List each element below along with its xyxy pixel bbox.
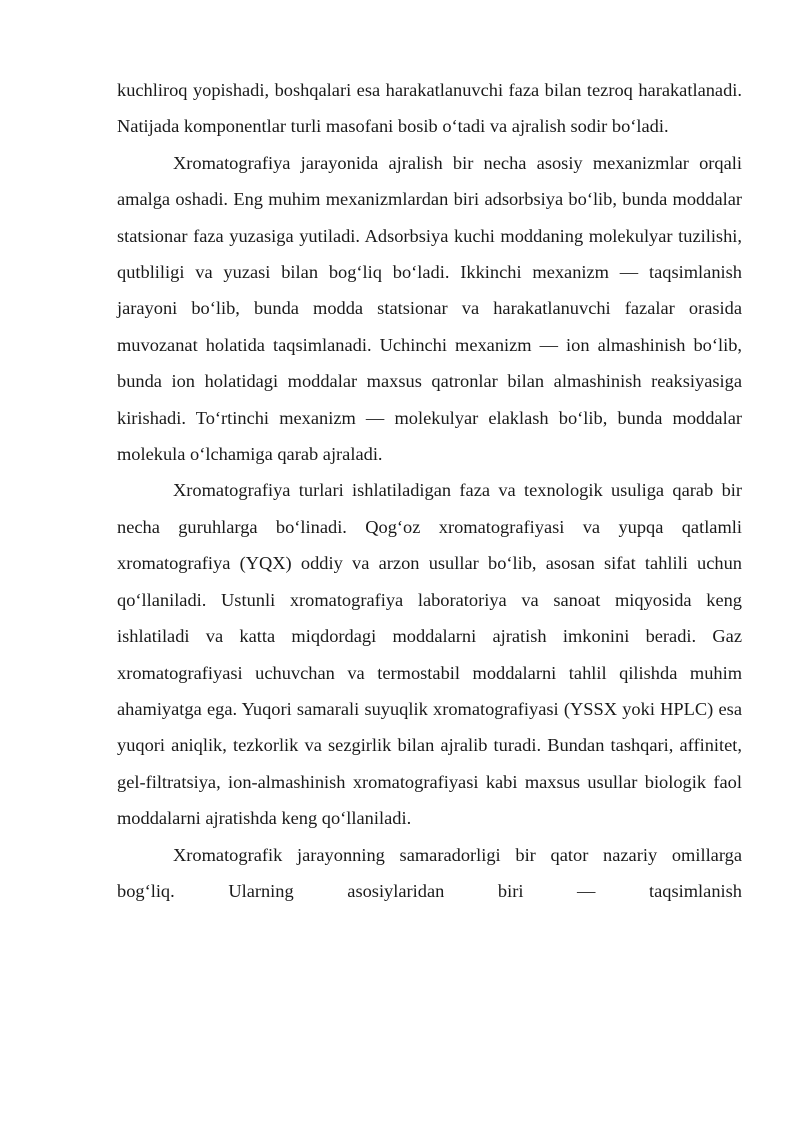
paragraph-continuation: kuchliroq yopishadi, boshqalari esa harakatlanuvchi faza bilan tezroq harakatlanadi. Natijada komponentlar turli masofani bosib o‘tadi va ajralish sodir bo‘ladi. bbox=[117, 80, 742, 137]
paragraph-chromatography-types: Xromatografiya turlari ishlatiladigan faza va texnologik usuliga qarab bir necha guruhlarga bo‘linadi. Qog‘oz xromatografiyasi va yupqa qatlamli xromatografiya (YQX) oddiy va arzon usullar bo‘lib, asosan sifat tahlili uchun qo‘llaniladi. Ustunli xromatografiya laboratoriya va sanoat miqyosida keng ishlatiladi va katta miqdordagi moddalarni ajratish imkonini beradi. Gaz xromatografiyasi uchuvchan va termostabil moddalarni tahlil qilishda muhim ahamiyatga ega. Yuqori samarali suyuqlik xromatografiyasi (YSSX yoki HPLC) esa yuqori aniqlik, tezkorlik va sezgirlik bilan ajralib turadi. Bundan tashqari, affinitet, gel-filtratsiya, ion-almashinish xromatografiyasi kabi maxsus usullar biologik faol moddalarni ajratishda keng qo‘llaniladi. bbox=[117, 480, 742, 829]
paragraph-efficiency-factors: Xromatografik jarayonning samaradorligi bir qator nazariy omillarga bog‘liq. Ularning asosiylaridan biri — taqsimlanish bbox=[117, 844, 742, 901]
paragraph-separation-mechanisms: Xromatografiya jarayonida ajralish bir necha asosiy mexanizmlar orqali amalga oshadi. Eng muhim mexanizmlardan biri adsorbsiya bo‘lib, bunda moddalar statsionar faza yuzasiga yutiladi. Adsorbsiya kuchi moddaning molekulyar tuzilishi, qutbliligi va yuzasi bilan bog‘liq bo‘ladi. Ikkinchi mexanizm — taqsimlanish jarayoni bo‘lib, bunda modda statsionar va harakatlanuvchi fazalar orasida muvozanat holatida taqsimlanadi. Uchinchi mexanizm — ion almashinish bo‘lib, bunda ion holatidagi moddalar maxsus qatronlar bilan almashinish reaksiyasiga kirishadi. To‘rtinchi mexanizm — molekulyar elaklash bo‘lib, bunda moddalar molekula o‘lchamiga qarab ajraladi. bbox=[117, 152, 742, 465]
document-page bbox=[117, 72, 742, 909]
